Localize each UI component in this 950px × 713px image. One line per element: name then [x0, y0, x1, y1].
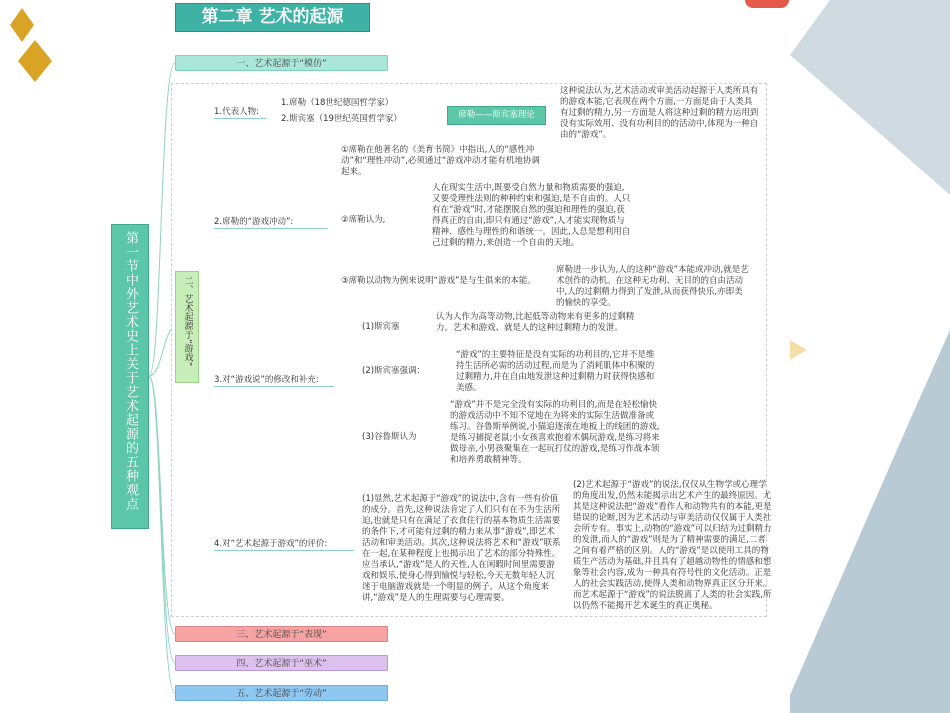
branch-labor[interactable]: 五、艺术起源于“劳动” — [175, 685, 388, 701]
revision-label: 3.对“游戏说”的修改和补充: — [214, 375, 334, 387]
person-spencer: 2.斯宾塞（19世纪英国哲学家） — [281, 114, 402, 124]
evaluation-point-1: (1)显然,艺术起源于“游戏”的说法中,含有一些有价值的成分。首先,这种说法肯定了人们只有在不为生活所迫,也就是只有在满足了衣食住行的基本物质生活需要的条件下,才可能有过剩的精力来从事“游戏”,即艺术活动和审美活动。其次,这种说法将艺术和“游戏”联系在一起,在某种程度上也揭示出了艺术的部分特殊性。应当承认,“游戏”是人的天性,人在闲暇时间里需要游戏和娱乐,使身心得到愉悦与轻松,今天无数年轻人沉迷于电脑游戏就是一个明显的例子。从这个角度来讲,“游戏”是人的生理需要与心理需要。 — [362, 494, 561, 603]
chapter-title: 第二章 艺术的起源 — [175, 3, 370, 32]
branch-witchcraft[interactable]: 四、艺术起源于“巫术” — [175, 655, 388, 671]
spencer-detail: 认为人作为高等动物,比起低等动物来有更多的过剩精力。艺术和游戏、就是人的这种过剩精力的发泄。 — [436, 312, 635, 333]
groos-detail: “游戏”并不是完全没有实际的功利目的,而是在轻松愉快的游戏活动中不知不觉地在为将来的实际生活做准备或练习。谷鲁斯举例说,小猫追逐滚在地板上的线团的游戏,是练习捕捉老鼠;小女孩喜欢抱着木偶玩游戏,是练习将来做母亲,小男孩聚集在一起玩打仗的游戏,是练习作战本领和培养勇敢精神等。 — [450, 400, 660, 465]
schiller-point-2: ②席勒认为, — [341, 215, 386, 225]
spencer-emphasis-label: (2)斯宾塞强调： — [362, 366, 426, 376]
person-schiller: 1.席勒（18世纪德国哲学家） — [281, 98, 394, 108]
evaluation-point-2: (2)艺术起源于“游戏”的说法,仅仅从生物学或心理学的角度出发,仍然未能揭示出艺术产生的最终原因。尤其是这种说法把“游戏”看作人和动物共有的本能,更是错误的论断,因为艺术活动与审美活动仅仅属于人类社会所专有。事实上,动物的“游戏”可以归结为过剩精力的发泄,而人的“游戏”则是为了精神需要的满足,二者之间有着严格的区别。人的“游戏”是以使用工具的物质生产活动为基础,并且具有了超越动物性的情感和想象等社会内容,成为一种具有符号性的文化活动。正是人的社会实践活动,使得人类和动物界真正区分开来。而艺术起源于“游戏”的说法脱离了人类的社会实践,所以仍然不能揭开艺术诞生的真正奥秘。 — [573, 480, 772, 611]
branch-play[interactable]: 二、艺术起源于“游戏” — [175, 271, 199, 383]
schiller-point-2-detail: 人在现实生活中,既要受自然力量和物质需要的强迫,又要受理性法则的种种约束和强迫,是不自由的。人只有在“游戏”时,才能摆脱自然的强迫和理性的强迫,获得真正的自由,即只有通过“游戏”,人才能实现物质与精神、感性与理性的和谐统一。因此,人总是想利用自己过剩的精力,来创造一个自由的天地。 — [432, 183, 631, 248]
schiller-point-3: ③席勒以动物为例来说明“游戏”是与生俱来的本能。 — [341, 276, 536, 286]
theory-tag: 席勒——斯宾塞理论 — [447, 106, 546, 125]
spencer-label: (1)斯宾塞 — [362, 322, 400, 332]
schiller-point-3-detail: 席勒进一步认为,人的这种“游戏”本能或冲动,就是艺术创作的动机。在这种无功利、无目的的自由活动中,人的过剩精力得到了发泄,从而获得快乐,亦即美的愉快的享受。 — [556, 265, 749, 308]
evaluation-label: 4.对“艺术起源于游戏”的评价: — [214, 539, 354, 551]
groos-label: (3)谷鲁斯认为 — [362, 432, 417, 442]
branch-expression[interactable]: 三、艺术起源于“表现” — [175, 626, 388, 642]
schiller-point-1: ①席勒在他著名的《美育书简》中指出,人的“感性冲动”和“理性冲动”,必须通过“游戏冲动才能有机地协调起来。 — [341, 145, 540, 177]
theory-description: 这种说法认为,艺术活动或审美活动起源于人类所具有的游戏本能,它表现在两个方面,一方面是由于人类具有过剩的精力,另一方面是人将这种过剩的精力运用到没有实际效用、没有功利目的的活动中,体现为一种自由的“游戏”。 — [560, 86, 759, 140]
spencer-emphasis-detail: “游戏”的主要特征是没有实际的功利目的,它并不是维持生活所必需的活动过程,而是为了消耗肌体中积聚的过剩精力,并在自由地发泄这种过剩精力时获得快感和美感。 — [456, 350, 655, 393]
root-node: 第一节中外艺术史上关于艺术起源的五种观点 — [111, 224, 149, 529]
branch-imitation[interactable]: 一、艺术起源于“模仿” — [175, 55, 388, 71]
schiller-play-impulse-label: 2.席勒的“游戏冲动”: — [214, 217, 328, 229]
representatives-label: 1.代表人物: — [214, 107, 266, 119]
